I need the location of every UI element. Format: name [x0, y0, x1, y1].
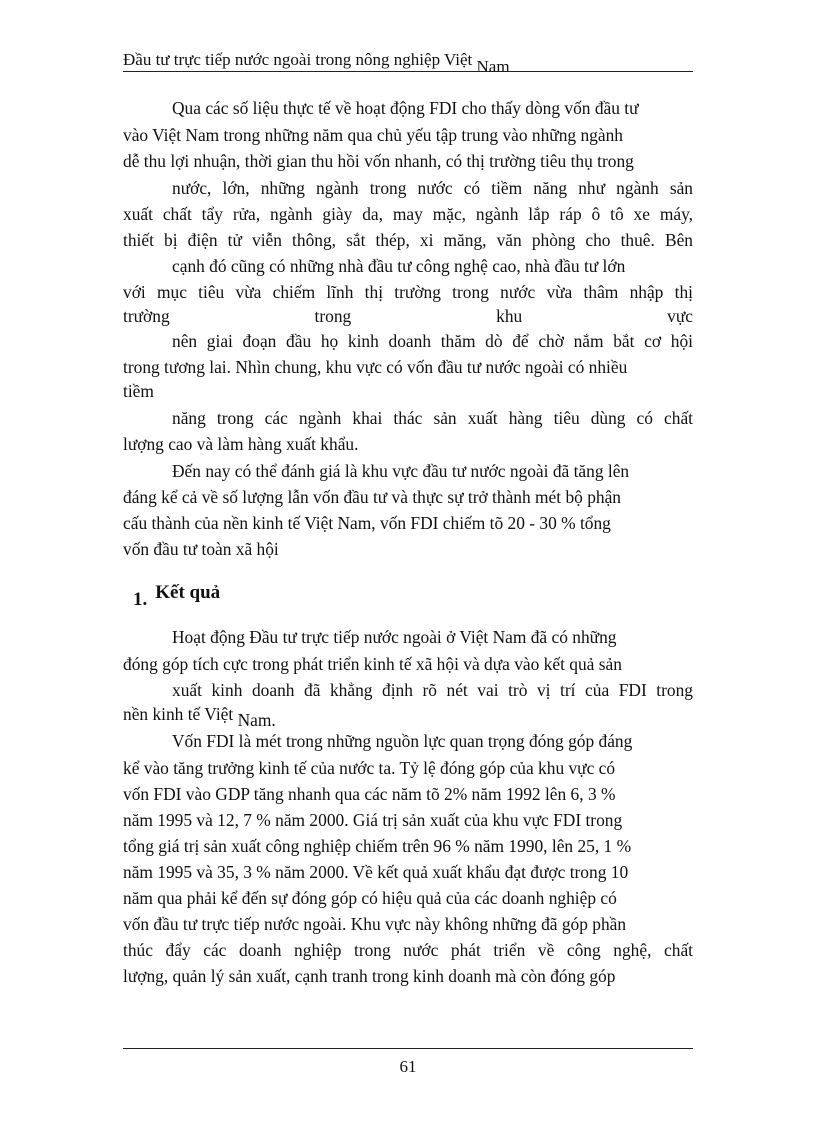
text-line: xuất chất tẩy rửa, ngành giày da, may mặc, ngành lắp ráp ô tô xe máy, [123, 204, 693, 224]
text-line: đáng kể cả về số lượng lẫn vốn đầu tư và thực sự trở thành mét bộ phận [123, 487, 621, 507]
header-rule [123, 71, 693, 72]
text-line: năng trong các ngành khai thác sản xuất hàng tiêu dùng có chất [172, 408, 693, 428]
footer-rule [123, 1048, 693, 1049]
page-number: 61 [399, 1057, 417, 1076]
text-line: tổng giá trị sản xuất công nghiệp chiếm trên 96 % năm 1990, lên 25, 1 % [123, 836, 632, 856]
text-fragment-tail: Nam. [237, 710, 276, 730]
text-line: Vốn FDI là mét trong những nguồn lực quan trọng đóng góp đáng [172, 731, 633, 751]
section-title: Kết quả [155, 582, 221, 603]
text-line: trường trong khu vực [123, 306, 693, 326]
text-line: nước, lớn, những ngành trong nước có tiềm năng như ngành sản [172, 178, 693, 198]
text-line: cạnh đó cũng có những nhà đầu tư công nghệ cao, nhà đầu tư lớn [172, 256, 626, 276]
text-line: kể vào tăng trưởng kinh tế của nước ta. Tỷ lệ đóng góp của khu vực có [123, 758, 616, 778]
text-line: đóng góp tích cực trong phát triển kinh tế xã hội và dựa vào kết quả sản [123, 654, 622, 674]
text-line: với mục tiêu vừa chiếm lĩnh thị trường trong nước vừa thâm nhập thị [123, 282, 693, 302]
text-line: nên giai đoạn đầu họ kinh doanh thăm dò để chờ nắm bắt cơ hội [172, 331, 693, 351]
text-line: lượng, quản lý sản xuất, cạnh tranh trong kinh doanh mà còn đóng góp [123, 966, 616, 986]
text-line: Đến nay có thể đánh giá là khu vực đầu tư nước ngoài đã tăng lên [172, 461, 630, 481]
text-line: năm 1995 và 12, 7 % năm 2000. Giá trị sản xuất của khu vực FDI trong [123, 810, 623, 830]
running-header [123, 50, 693, 76]
text-fragment: nền kinh tế Việt [123, 704, 234, 724]
text-line [123, 704, 276, 730]
header-title-tail: Nam [476, 57, 510, 76]
text-line: Qua các số liệu thực tế về hoạt động FDI cho thấy dòng vốn đầu tư [172, 98, 639, 118]
text-line: cấu thành của nền kinh tế Việt Nam, vốn FDI chiếm tõ 20 - 30 % tổng [123, 513, 611, 533]
text-line: vốn đầu tư trực tiếp nước ngoài. Khu vực này không những đã góp phần [123, 914, 627, 934]
text-line: dễ thu lợi nhuận, thời gian thu hồi vốn nhanh, có thị trường tiêu thụ trong [123, 151, 634, 171]
section-number: 1. [133, 589, 148, 610]
text-line: vào Việt Nam trong những năm qua chủ yếu tập trung vào những ngành [123, 125, 623, 145]
text-line: thiết bị điện tử viễn thông, sắt thép, xi măng, văn phòng cho thuê. Bên [123, 230, 693, 250]
text-line: Hoạt động Đầu tư trực tiếp nước ngoài ở Việt Nam đã có những [172, 627, 617, 647]
text-line: năm qua phải kể đến sự đóng góp có hiệu quả của các doanh nghiệp có [123, 888, 617, 908]
text-line: xuất kinh doanh đã khẳng định rõ nét vai trò vị trí của FDI trong [172, 680, 693, 700]
text-line: tiềm [123, 381, 154, 401]
text-line: vốn đầu tư toàn xã hội [123, 539, 279, 559]
text-line: thúc đẩy các doanh nghiệp trong nước phát triển về công nghệ, chất [123, 940, 693, 960]
header-title: Đầu tư trực tiếp nước ngoài trong nông nghiệp Việt [123, 50, 473, 69]
text-line: năm 1995 và 35, 3 % năm 2000. Về kết quả xuất khẩu đạt được trong 10 [123, 862, 629, 882]
text-line: vốn FDI vào GDP tăng nhanh qua các năm tõ 2% năm 1992 lên 6, 3 % [123, 784, 616, 804]
text-line: trong tương lai. Nhìn chung, khu vực có vốn đầu tư nước ngoài có nhiều [123, 357, 628, 377]
section-heading [133, 582, 221, 610]
text-line: lượng cao và làm hàng xuất khẩu. [123, 434, 359, 454]
